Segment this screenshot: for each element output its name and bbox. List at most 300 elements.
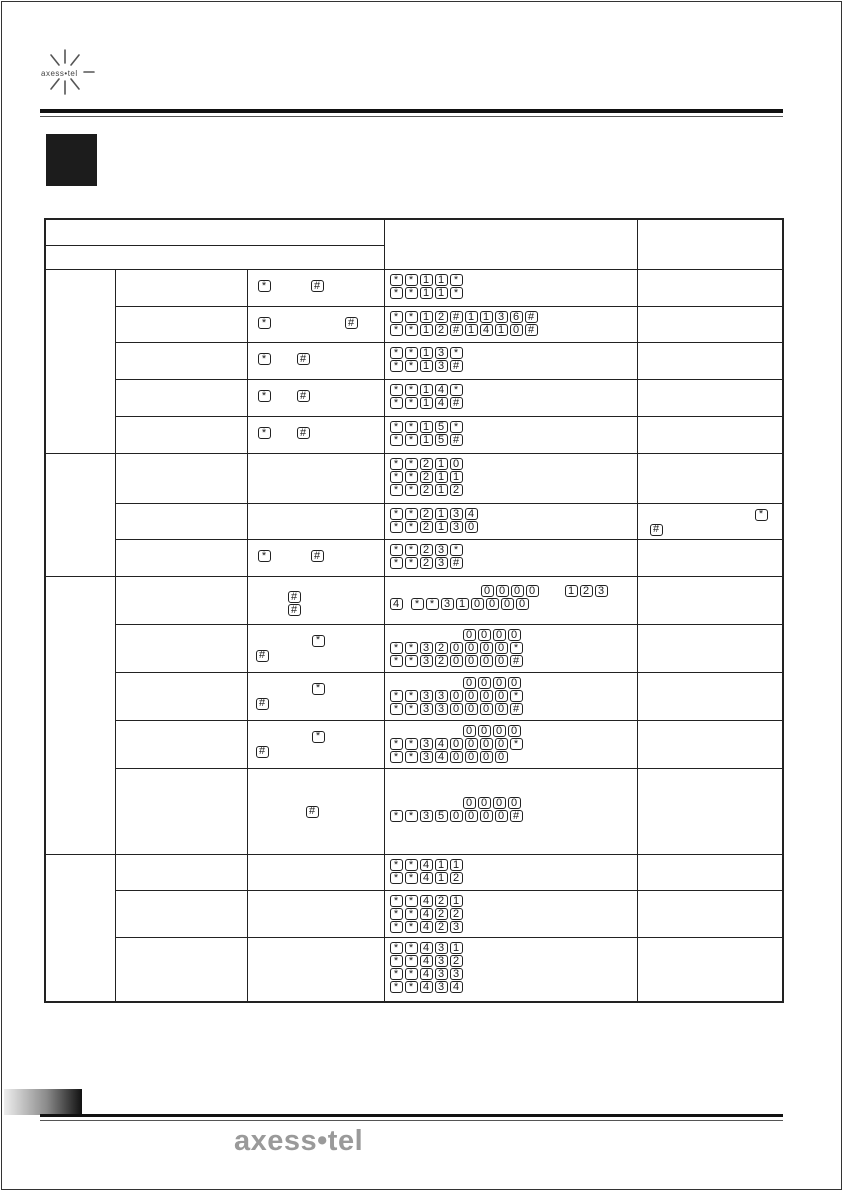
two-key-icon: 2 <box>450 955 463 967</box>
group-cell <box>45 269 115 453</box>
three-key-icon: 3 <box>435 360 448 372</box>
table-row <box>45 503 783 539</box>
star-key-icon: * <box>258 280 271 292</box>
star-key-icon: * <box>405 384 418 396</box>
star-key-icon: * <box>390 397 403 409</box>
three-key-icon: 3 <box>435 557 448 569</box>
two-key-icon: 2 <box>435 895 448 907</box>
zero-key-icon: 0 <box>493 725 506 737</box>
star-key-icon: * <box>390 690 403 702</box>
function-cell <box>115 269 247 306</box>
one-key-icon: 1 <box>450 859 463 871</box>
two-key-icon: 2 <box>420 557 433 569</box>
key-hint-cell <box>247 672 384 720</box>
function-cell <box>115 342 247 379</box>
hash-key-icon: # <box>510 655 523 667</box>
zero-key-icon: 0 <box>493 629 506 641</box>
four-key-icon: 4 <box>420 981 433 993</box>
key-sequence <box>385 942 637 955</box>
hash-key-icon: # <box>525 311 538 323</box>
one-key-icon: 1 <box>420 421 433 433</box>
star-key-icon: * <box>450 274 463 286</box>
key-sequence <box>385 703 637 716</box>
chapter-marker <box>46 134 97 186</box>
table-row <box>45 854 783 890</box>
four-key-icon: 4 <box>420 955 433 967</box>
four-key-icon: 4 <box>465 508 478 520</box>
zero-key-icon: 0 <box>465 642 478 654</box>
two-key-icon: 2 <box>420 471 433 483</box>
five-key-icon: 5 <box>435 810 448 822</box>
header-cell-sub <box>45 245 384 269</box>
three-key-icon: 3 <box>435 955 448 967</box>
table-row <box>45 539 783 576</box>
zero-key-icon: 0 <box>450 655 463 667</box>
hash-key-icon: # <box>510 810 523 822</box>
code-table <box>44 218 784 1003</box>
star-key-icon: * <box>510 642 523 654</box>
two-key-icon: 2 <box>435 642 448 654</box>
star-key-icon: * <box>405 703 418 715</box>
key-sequence <box>385 797 637 810</box>
star-key-icon: * <box>390 544 403 556</box>
star-key-icon: * <box>390 458 403 470</box>
zero-key-icon: 0 <box>480 655 493 667</box>
star-key-icon: * <box>450 384 463 396</box>
remark-cell <box>637 453 783 503</box>
four-key-icon: 4 <box>450 981 463 993</box>
star-key-icon: * <box>405 397 418 409</box>
zero-key-icon: 0 <box>495 738 508 750</box>
code-cell <box>384 342 637 379</box>
three-key-icon: 3 <box>495 311 508 323</box>
one-key-icon: 1 <box>420 287 433 299</box>
star-key-icon: * <box>411 598 424 610</box>
key-hint-cell <box>247 624 384 672</box>
remark-cell <box>637 342 783 379</box>
zero-key-icon: 0 <box>471 598 484 610</box>
zero-key-icon: 0 <box>478 797 491 809</box>
zero-key-icon: 0 <box>495 751 508 763</box>
star-key-icon: * <box>405 311 418 323</box>
key-sequence <box>385 895 637 908</box>
three-key-icon: 3 <box>450 508 463 520</box>
key-sequence <box>385 677 637 690</box>
star-key-icon: * <box>390 324 403 336</box>
zero-key-icon: 0 <box>508 797 521 809</box>
four-key-icon: 4 <box>480 324 493 336</box>
star-key-icon: * <box>510 738 523 750</box>
zero-key-icon: 0 <box>450 690 463 702</box>
key-sequence <box>385 484 637 497</box>
three-key-icon: 3 <box>450 921 463 933</box>
hash-key-icon: # <box>510 703 523 715</box>
key-hint-cell <box>247 453 384 503</box>
function-cell <box>115 503 247 539</box>
zero-key-icon: 0 <box>510 324 523 336</box>
star-key-icon: * <box>390 484 403 496</box>
five-key-icon: 5 <box>435 421 448 433</box>
star-key-icon: * <box>405 942 418 954</box>
one-key-icon: 1 <box>565 585 578 597</box>
zero-key-icon: 0 <box>480 703 493 715</box>
four-key-icon: 4 <box>420 859 433 871</box>
remark-cell <box>637 269 783 306</box>
footer-rule-thin <box>40 1120 783 1121</box>
three-key-icon: 3 <box>435 690 448 702</box>
key-hint-cell <box>247 937 384 1002</box>
one-key-icon: 1 <box>456 598 469 610</box>
star-key-icon: * <box>390 471 403 483</box>
key-sequence <box>385 908 637 921</box>
remark-cell <box>637 890 783 937</box>
star-key-icon: * <box>405 421 418 433</box>
four-key-icon: 4 <box>435 397 448 409</box>
zero-key-icon: 0 <box>463 797 476 809</box>
star-key-icon: * <box>390 287 403 299</box>
zero-key-icon: 0 <box>480 751 493 763</box>
table-row <box>45 453 783 503</box>
table-row <box>45 269 783 306</box>
star-key-icon: * <box>258 550 271 562</box>
one-key-icon: 1 <box>435 458 448 470</box>
three-key-icon: 3 <box>435 942 448 954</box>
star-key-icon: * <box>405 360 418 372</box>
star-key-icon: * <box>405 471 418 483</box>
table-row <box>45 306 783 342</box>
star-key-icon: * <box>405 955 418 967</box>
three-key-icon: 3 <box>450 968 463 980</box>
two-key-icon: 2 <box>435 324 448 336</box>
code-cell <box>384 672 637 720</box>
zero-key-icon: 0 <box>495 703 508 715</box>
zero-key-icon: 0 <box>526 585 539 597</box>
key-sequence <box>385 751 637 764</box>
star-key-icon: * <box>390 642 403 654</box>
two-key-icon: 2 <box>450 908 463 920</box>
star-key-icon: * <box>390 968 403 980</box>
star-key-icon: * <box>390 921 403 933</box>
star-key-icon: * <box>312 731 325 743</box>
zero-key-icon: 0 <box>478 629 491 641</box>
key-sequence <box>385 471 637 484</box>
star-key-icon: * <box>390 859 403 871</box>
star-key-icon: * <box>258 390 271 402</box>
code-cell <box>384 937 637 1002</box>
two-key-icon: 2 <box>420 484 433 496</box>
remark-cell <box>637 576 783 624</box>
one-key-icon: 1 <box>435 287 448 299</box>
zero-key-icon: 0 <box>495 655 508 667</box>
remark-cell <box>637 539 783 576</box>
remark-cell <box>637 416 783 453</box>
hash-key-icon: # <box>306 806 319 818</box>
star-key-icon: * <box>405 544 418 556</box>
header-cell-function <box>45 219 384 245</box>
remark-cell <box>637 768 783 854</box>
zero-key-icon: 0 <box>501 598 514 610</box>
three-key-icon: 3 <box>420 738 433 750</box>
star-key-icon: * <box>258 427 271 439</box>
zero-key-icon: 0 <box>465 655 478 667</box>
star-key-icon: * <box>405 274 418 286</box>
star-key-icon: * <box>390 347 403 359</box>
star-key-icon: * <box>390 421 403 433</box>
one-key-icon: 1 <box>435 274 448 286</box>
hash-key-icon: # <box>450 397 463 409</box>
zero-key-icon: 0 <box>465 810 478 822</box>
two-key-icon: 2 <box>420 458 433 470</box>
two-key-icon: 2 <box>580 585 593 597</box>
function-cell <box>115 379 247 416</box>
code-cell <box>384 576 637 624</box>
code-cell <box>384 890 637 937</box>
star-key-icon: * <box>405 751 418 763</box>
header-cell-remark <box>637 219 783 269</box>
zero-key-icon: 0 <box>450 642 463 654</box>
star-key-icon: * <box>390 434 403 446</box>
star-key-icon: * <box>312 683 325 695</box>
four-key-icon: 4 <box>420 908 433 920</box>
star-key-icon: * <box>405 690 418 702</box>
function-cell <box>115 937 247 1002</box>
three-key-icon: 3 <box>450 521 463 533</box>
hash-key-icon: # <box>288 591 301 603</box>
star-key-icon: * <box>405 921 418 933</box>
hash-key-icon: # <box>650 524 663 536</box>
key-hint-cell <box>247 720 384 768</box>
key-sequence <box>385 360 637 373</box>
function-cell <box>115 720 247 768</box>
code-cell <box>384 453 637 503</box>
code-cell <box>384 539 637 576</box>
star-key-icon: * <box>390 981 403 993</box>
three-key-icon: 3 <box>420 690 433 702</box>
key-sequence <box>385 810 637 823</box>
function-cell <box>115 306 247 342</box>
two-key-icon: 2 <box>435 311 448 323</box>
remark-cell <box>637 503 783 539</box>
star-key-icon: * <box>390 360 403 372</box>
star-key-icon: * <box>390 655 403 667</box>
star-key-icon: * <box>405 434 418 446</box>
one-key-icon: 1 <box>480 311 493 323</box>
two-key-icon: 2 <box>435 908 448 920</box>
star-key-icon: * <box>450 287 463 299</box>
zero-key-icon: 0 <box>496 585 509 597</box>
hash-key-icon: # <box>450 557 463 569</box>
zero-key-icon: 0 <box>480 642 493 654</box>
key-sequence <box>385 384 637 397</box>
zero-key-icon: 0 <box>495 690 508 702</box>
zero-key-icon: 0 <box>481 585 494 597</box>
zero-key-icon: 0 <box>508 725 521 737</box>
one-key-icon: 1 <box>420 384 433 396</box>
remark-cell <box>637 672 783 720</box>
star-key-icon: * <box>405 484 418 496</box>
six-key-icon: 6 <box>510 311 523 323</box>
zero-key-icon: 0 <box>493 797 506 809</box>
four-key-icon: 4 <box>420 968 433 980</box>
function-cell <box>115 576 247 624</box>
star-key-icon: * <box>450 544 463 556</box>
table-row <box>45 416 783 453</box>
one-key-icon: 1 <box>450 895 463 907</box>
star-key-icon: * <box>390 895 403 907</box>
one-key-icon: 1 <box>420 311 433 323</box>
one-key-icon: 1 <box>435 521 448 533</box>
zero-key-icon: 0 <box>508 677 521 689</box>
key-hint-cell <box>247 503 384 539</box>
function-cell <box>115 672 247 720</box>
two-key-icon: 2 <box>420 544 433 556</box>
star-key-icon: * <box>450 421 463 433</box>
hash-key-icon: # <box>297 353 310 365</box>
star-key-icon: * <box>405 895 418 907</box>
one-key-icon: 1 <box>450 471 463 483</box>
one-key-icon: 1 <box>420 434 433 446</box>
page-number-bar <box>4 1089 82 1115</box>
star-key-icon: * <box>426 598 439 610</box>
four-key-icon: 4 <box>435 384 448 396</box>
three-key-icon: 3 <box>435 347 448 359</box>
key-sequence <box>385 725 637 738</box>
one-key-icon: 1 <box>435 872 448 884</box>
zero-key-icon: 0 <box>480 690 493 702</box>
three-key-icon: 3 <box>420 751 433 763</box>
star-key-icon: * <box>405 859 418 871</box>
two-key-icon: 2 <box>420 521 433 533</box>
two-key-icon: 2 <box>435 655 448 667</box>
function-cell <box>115 768 247 854</box>
footer-rule <box>40 1114 783 1117</box>
three-key-icon: 3 <box>595 585 608 597</box>
key-sequence <box>385 655 637 668</box>
key-sequence <box>385 968 637 981</box>
code-cell <box>384 854 637 890</box>
zero-key-icon: 0 <box>465 738 478 750</box>
key-sequence <box>385 274 637 287</box>
zero-key-icon: 0 <box>493 677 506 689</box>
table-row <box>45 624 783 672</box>
key-sequence <box>385 921 637 934</box>
key-sequence <box>385 859 637 872</box>
hash-key-icon: # <box>311 550 324 562</box>
zero-key-icon: 0 <box>465 751 478 763</box>
four-key-icon: 4 <box>420 872 433 884</box>
one-key-icon: 1 <box>465 324 478 336</box>
code-cell <box>384 720 637 768</box>
four-key-icon: 4 <box>420 921 433 933</box>
remark-cell <box>637 306 783 342</box>
remark-cell <box>637 937 783 1002</box>
key-hint-cell <box>247 539 384 576</box>
one-key-icon: 1 <box>420 274 433 286</box>
star-key-icon: * <box>390 311 403 323</box>
zero-key-icon: 0 <box>450 810 463 822</box>
four-key-icon: 4 <box>420 942 433 954</box>
key-sequence <box>385 508 637 521</box>
key-sequence <box>385 690 637 703</box>
remark-cell <box>637 624 783 672</box>
star-key-icon: * <box>390 508 403 520</box>
zero-key-icon: 0 <box>463 629 476 641</box>
two-key-icon: 2 <box>420 508 433 520</box>
zero-key-icon: 0 <box>478 725 491 737</box>
remark-cell <box>637 720 783 768</box>
star-key-icon: * <box>405 642 418 654</box>
star-key-icon: * <box>390 942 403 954</box>
star-key-icon: * <box>405 872 418 884</box>
zero-key-icon: 0 <box>450 703 463 715</box>
hash-key-icon: # <box>450 324 463 336</box>
star-key-icon: * <box>510 690 523 702</box>
star-key-icon: * <box>390 557 403 569</box>
remark-cell <box>637 379 783 416</box>
hash-key-icon: # <box>256 650 269 662</box>
zero-key-icon: 0 <box>450 751 463 763</box>
function-cell <box>115 539 247 576</box>
hash-key-icon: # <box>345 317 358 329</box>
star-key-icon: * <box>405 968 418 980</box>
star-key-icon: * <box>405 521 418 533</box>
three-key-icon: 3 <box>420 810 433 822</box>
star-key-icon: * <box>390 738 403 750</box>
zero-key-icon: 0 <box>495 810 508 822</box>
star-key-icon: * <box>390 521 403 533</box>
one-key-icon: 1 <box>420 324 433 336</box>
hash-key-icon: # <box>256 746 269 758</box>
one-key-icon: 1 <box>450 942 463 954</box>
key-sequence <box>385 544 637 557</box>
three-key-icon: 3 <box>441 598 454 610</box>
star-key-icon: * <box>390 810 403 822</box>
four-key-icon: 4 <box>420 895 433 907</box>
table-row <box>45 576 783 624</box>
four-key-icon: 4 <box>390 598 403 610</box>
function-cell <box>115 890 247 937</box>
key-sequence <box>385 397 637 410</box>
code-cell <box>384 624 637 672</box>
zero-key-icon: 0 <box>495 642 508 654</box>
code-cell <box>384 768 637 854</box>
key-hint-cell <box>247 342 384 379</box>
star-key-icon: * <box>450 347 463 359</box>
table-row <box>45 890 783 937</box>
key-sequence <box>385 421 637 434</box>
key-sequence <box>385 642 637 655</box>
star-key-icon: * <box>258 317 271 329</box>
group-cell <box>45 576 115 854</box>
star-key-icon: * <box>405 287 418 299</box>
one-key-icon: 1 <box>495 324 508 336</box>
one-key-icon: 1 <box>420 360 433 372</box>
key-sequence <box>385 872 637 885</box>
star-key-icon: * <box>405 347 418 359</box>
table-row <box>45 720 783 768</box>
key-hint-cell <box>247 269 384 306</box>
hash-key-icon: # <box>297 390 310 402</box>
remark-cell <box>637 854 783 890</box>
star-key-icon: * <box>390 384 403 396</box>
star-key-icon: * <box>390 872 403 884</box>
three-key-icon: 3 <box>420 703 433 715</box>
star-key-icon: * <box>405 458 418 470</box>
three-key-icon: 3 <box>435 968 448 980</box>
zero-key-icon: 0 <box>480 810 493 822</box>
table-row <box>45 937 783 1002</box>
one-key-icon: 1 <box>420 397 433 409</box>
